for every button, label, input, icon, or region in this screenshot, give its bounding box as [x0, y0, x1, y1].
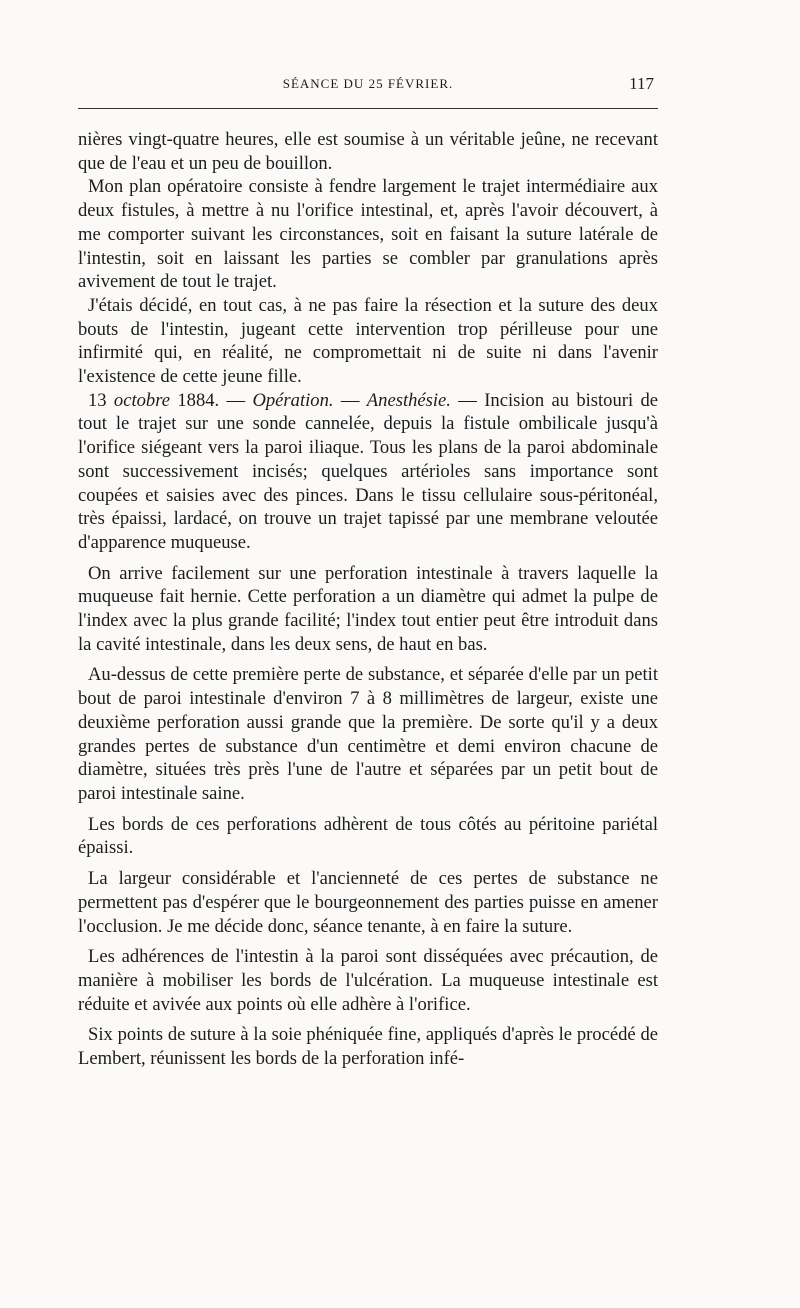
date-year: 1884. — — [170, 389, 253, 411]
page-header — [78, 70, 658, 100]
page-number: 117 — [629, 74, 654, 93]
operation-heading: Opération. — [252, 389, 334, 411]
book-page — [78, 70, 659, 1070]
running-title: SÉANCE DU 25 FÉVRIER. — [282, 76, 454, 91]
paragraph-5: On arrive facilement sur une perforation intestinale à travers laquelle la muqueuse fait hernie. Cette perforation a un diamètre qui admet la pulpe de l'index avec la plus grande facilité; l'index tout entier peut être introduit dans la cavité intestinale, dans les deux sens, de haut en bas. — [78, 562, 658, 655]
paragraph-4 — [78, 389, 658, 555]
paragraph-1: nières vingt-quatre heures, elle est soumise à un véritable jeûne, ne recevant que de l'eau et un peu de bouillon. — [78, 129, 658, 174]
paragraph-4-text: — Incision au bistouri de tout le trajet sur une sonde cannelée, depuis la fistule ombilicale jusqu'à l'orifice siégeant vers la paroi iliaque. Tous les plans de la paroi abdominale sont successivement incisés; quelques artérioles sans importance sont coupées et saisies avec des pinces. Dans le tissu cellulaire sous-péritonéal, très épaissi, lardacé, on trouve un trajet tapissé par une membrane veloutée d'apparence muqueuse. — [78, 389, 659, 553]
body-text — [78, 128, 658, 1071]
paragraph-3: J'étais décidé, en tout cas, à ne pas faire la résection et la suture des deux bouts de l'intestin, jugeant cette intervention trop périlleuse pour une infirmité qui, en réalité, ne compromettait ni de suite ni dans l'avenir l'existence de cette jeune fille. — [78, 294, 658, 388]
paragraph-2: Mon plan opératoire consiste à fendre largement le trajet intermédiaire aux deux fistules, à mettre à nu l'orifice intestinal, et, après l'avoir découvert, à me comporter suivant les circonstances, soit en faisant la suture latérale de l'intestin, soit en laissant les parties se combler par granulations après avivement de tout le trajet. — [78, 176, 658, 293]
paragraph-8: La largeur considérable et l'ancienneté de ces pertes de substance ne permettent pas d'espérer que le bourgeonnement des parties puisse en amener l'occlusion. Je me décide donc, séance tenante, à en faire la suture. — [78, 868, 658, 937]
paragraph-10: Six points de suture à la soie phéniquée fine, appliqués d'après le procédé de Lembert, réunissent les bords de la perforation infé- — [78, 1024, 658, 1070]
paragraph-7: Les bords de ces perforations adhèrent de tous côtés au péritoine pariétal épaissi. — [78, 813, 658, 859]
anesthesia-heading: Anesthésie. — [366, 389, 451, 411]
date-day: 13 — [88, 389, 107, 411]
date-month: octobre — [113, 389, 171, 411]
header-rule — [78, 108, 658, 109]
heading-separator: — — [333, 389, 367, 411]
paragraph-9: Les adhérences de l'intestin à la paroi sont disséquées avec précaution, de manière à mobiliser les bords de l'ulcération. La muqueuse intestinale est réduite et avivée aux points où elle adhère à l'orifice. — [78, 946, 658, 1015]
paragraph-6: Au-dessus de cette première perte de substance, et séparée d'elle par un petit bout de paroi intestinale d'environ 7 à 8 millimètres de largeur, existe une deuxième perforation aussi grande que la première. De sorte qu'il y a deux grandes pertes de substance d'un centimètre et demi environ chacune de diamètre, situées très près l'une de l'autre et séparées par un petit bout de paroi intestinale saine. — [78, 664, 658, 804]
